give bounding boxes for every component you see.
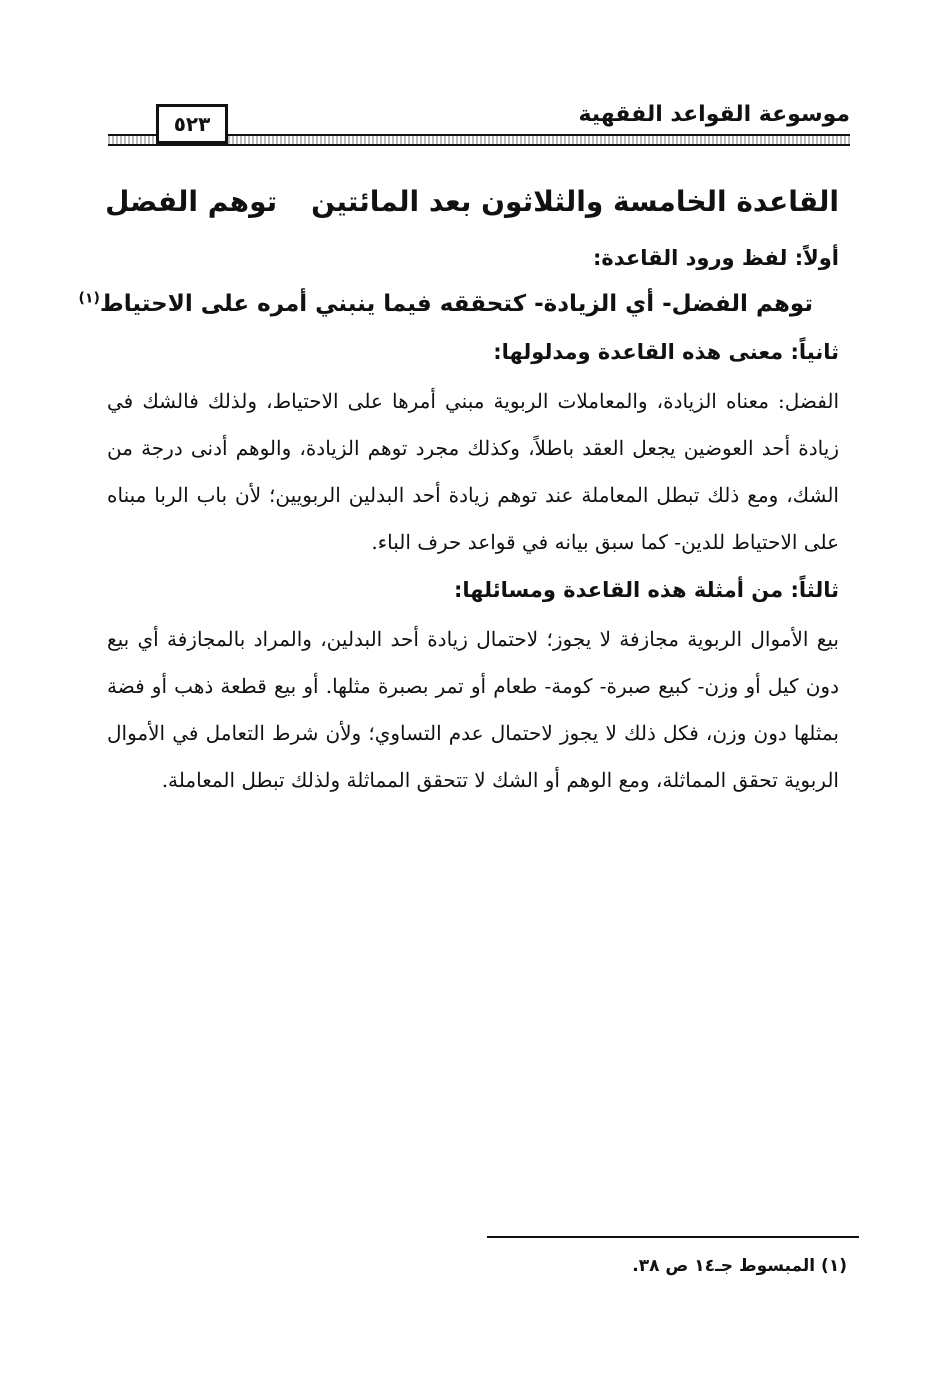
section-heading-2: ثانياً: معنى هذه القاعدة ومدلولها:: [493, 340, 839, 364]
examples-paragraph: بيع الأموال الربوية مجازفة لا يجوز؛ لاحتمال زيادة أحد البدلين، والمراد بالمجازفة أي بيع دون كيل أو وزن- كبيع صبرة- كومة- طعام أو تمر بصبرة مثلها. أو بيع قطعة ذهب أو فضة بمثلها دون وزن، فكل ذلك لا يجوز لاحتمال عدم التساوي؛ ولأن شرط التعامل في الأموال الربوية تحقق المماثلة، ومع الوهم أو الشك لا تتحقق المماثلة ولذلك تبطل المعاملة.: [107, 627, 839, 792]
page-number: ٥٢٣: [156, 104, 228, 144]
rule-title-text: القاعدة الخامسة والثلاثون بعد المائتين: [311, 185, 839, 218]
section-heading-3: ثالثاً: من أمثلة هذه القاعدة ومسائلها:: [453, 578, 839, 602]
section-heading-1: أولاً: لفظ ورود القاعدة:: [592, 246, 839, 270]
footnote-divider: [487, 1236, 859, 1238]
footnote: (١) المبسوط جـ١٤ ص ٣٨.: [632, 1256, 847, 1276]
rule-title: [107, 182, 839, 222]
rule-subject: توهم الفضل: [105, 185, 278, 218]
rule-wording: [78, 284, 813, 324]
running-title: موسوعة القواعد الفقهية: [578, 102, 850, 127]
running-header: [108, 98, 850, 148]
footnote-reference[interactable]: (١): [78, 290, 100, 307]
main-content: [78, 170, 839, 810]
meaning-paragraph: الفضل: معناه الزيادة، والمعاملات الربوية مبني أمرها على الاحتياط، ولذلك فالشك في زيادة أحد العوضين يجعل العقد باطلاً، وكذلك مجرد توهم الزيادة، والوهم أدنى درجة من الشك، ومع ذلك تبطل المعاملة عند توهم زيادة أحد البدلين الربويين؛ لأن باب الربا مبناه على الاحتياط للدين- كما سبق بيانه في قواعد حرف الباء.: [107, 389, 839, 554]
rule-wording-text: توهم الفضل- أي الزيادة- كتحققه فيما ينبني أمره على الاحتياط: [99, 291, 813, 317]
